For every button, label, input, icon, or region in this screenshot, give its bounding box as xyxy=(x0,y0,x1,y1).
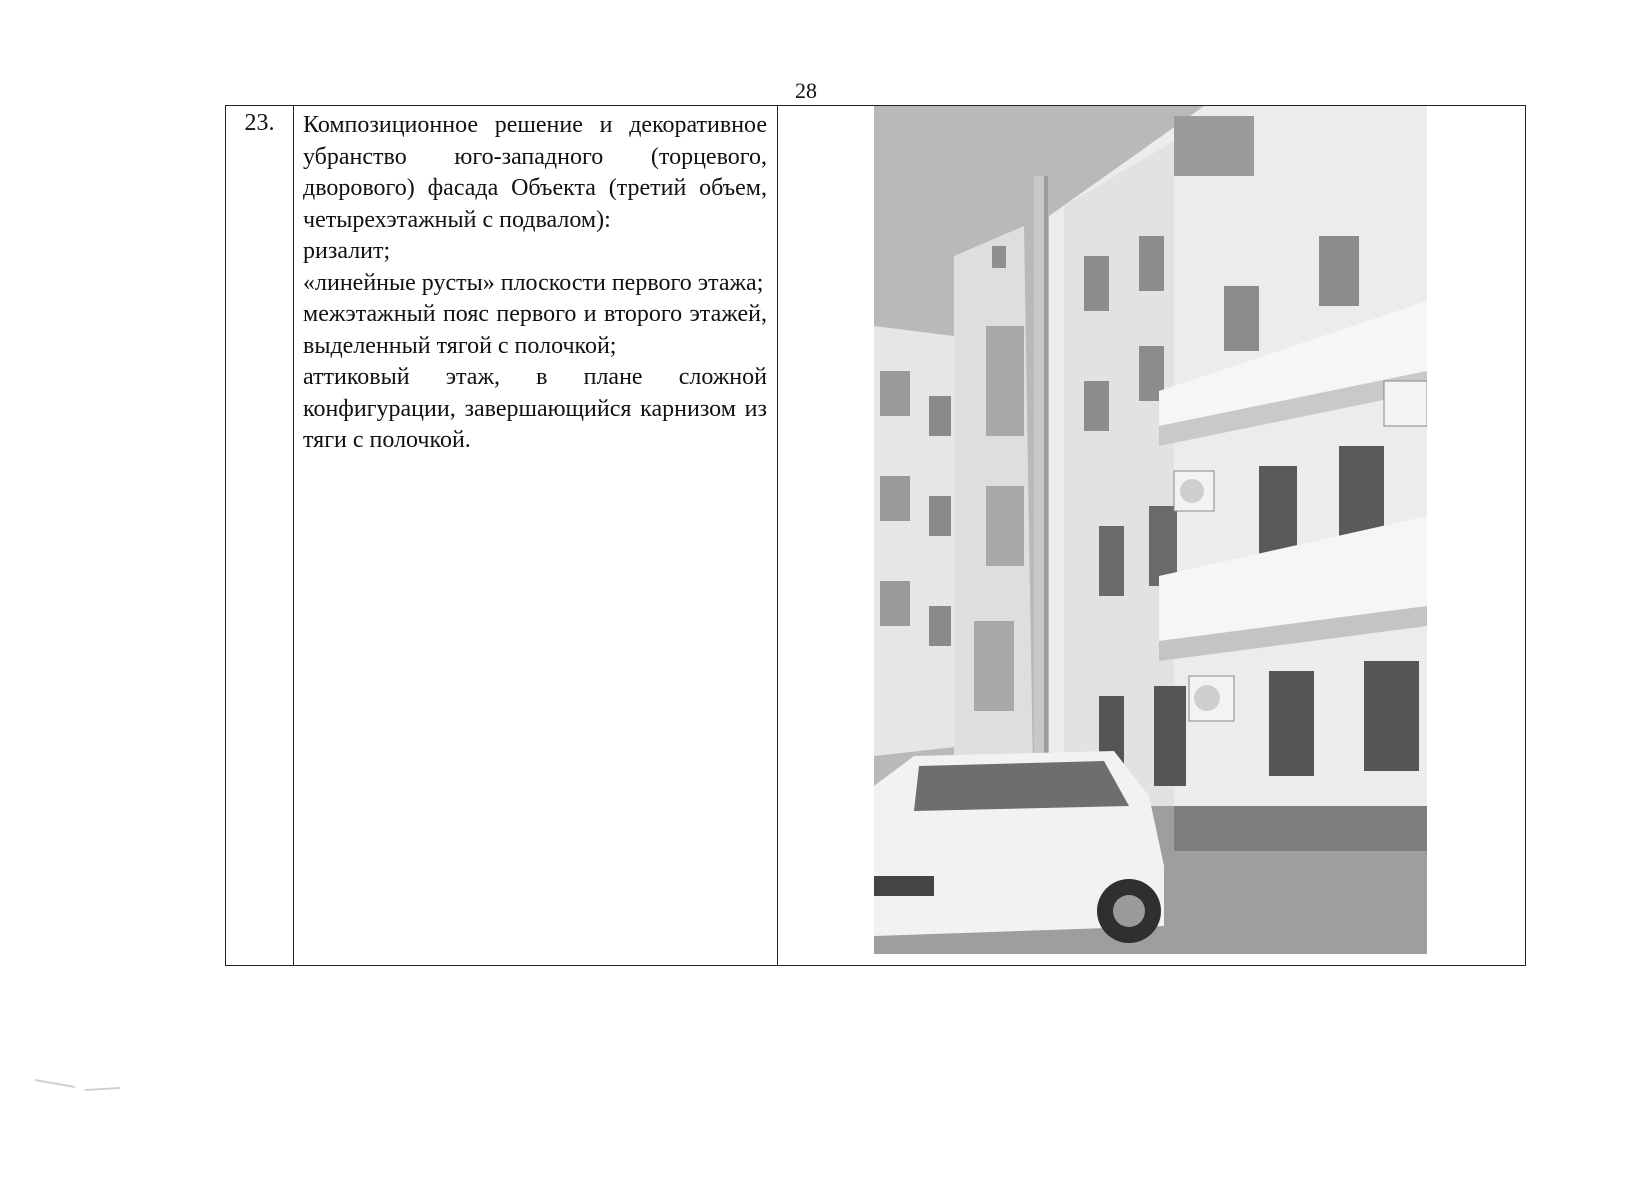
document-table xyxy=(225,105,1526,966)
description-cell xyxy=(294,106,778,965)
description-paragraph: ризалит; xyxy=(303,238,391,264)
page-number: 28 xyxy=(795,78,817,103)
description-paragraph: Композиционное решение и декоративное убранство юго-западного (торцевого, дворового) фасада Объекта (третий объем, четырехэтажный с подвалом): xyxy=(303,112,767,233)
photo-cell xyxy=(778,106,1525,965)
description-paragraph: межэтажный пояс первого и второго этажей, выделенный тягой с полочкой; xyxy=(303,301,767,359)
description-paragraph: «линейные русты» плоскости первого этажа; xyxy=(303,269,764,296)
facade-photo xyxy=(874,106,1427,954)
scan-artifact xyxy=(35,1075,120,1095)
row-number: 23. xyxy=(226,106,294,965)
description-paragraph: аттиковый этаж, в плане сложной конфигурации, завершающийся карнизом из тяги с полочкой. xyxy=(303,364,767,453)
